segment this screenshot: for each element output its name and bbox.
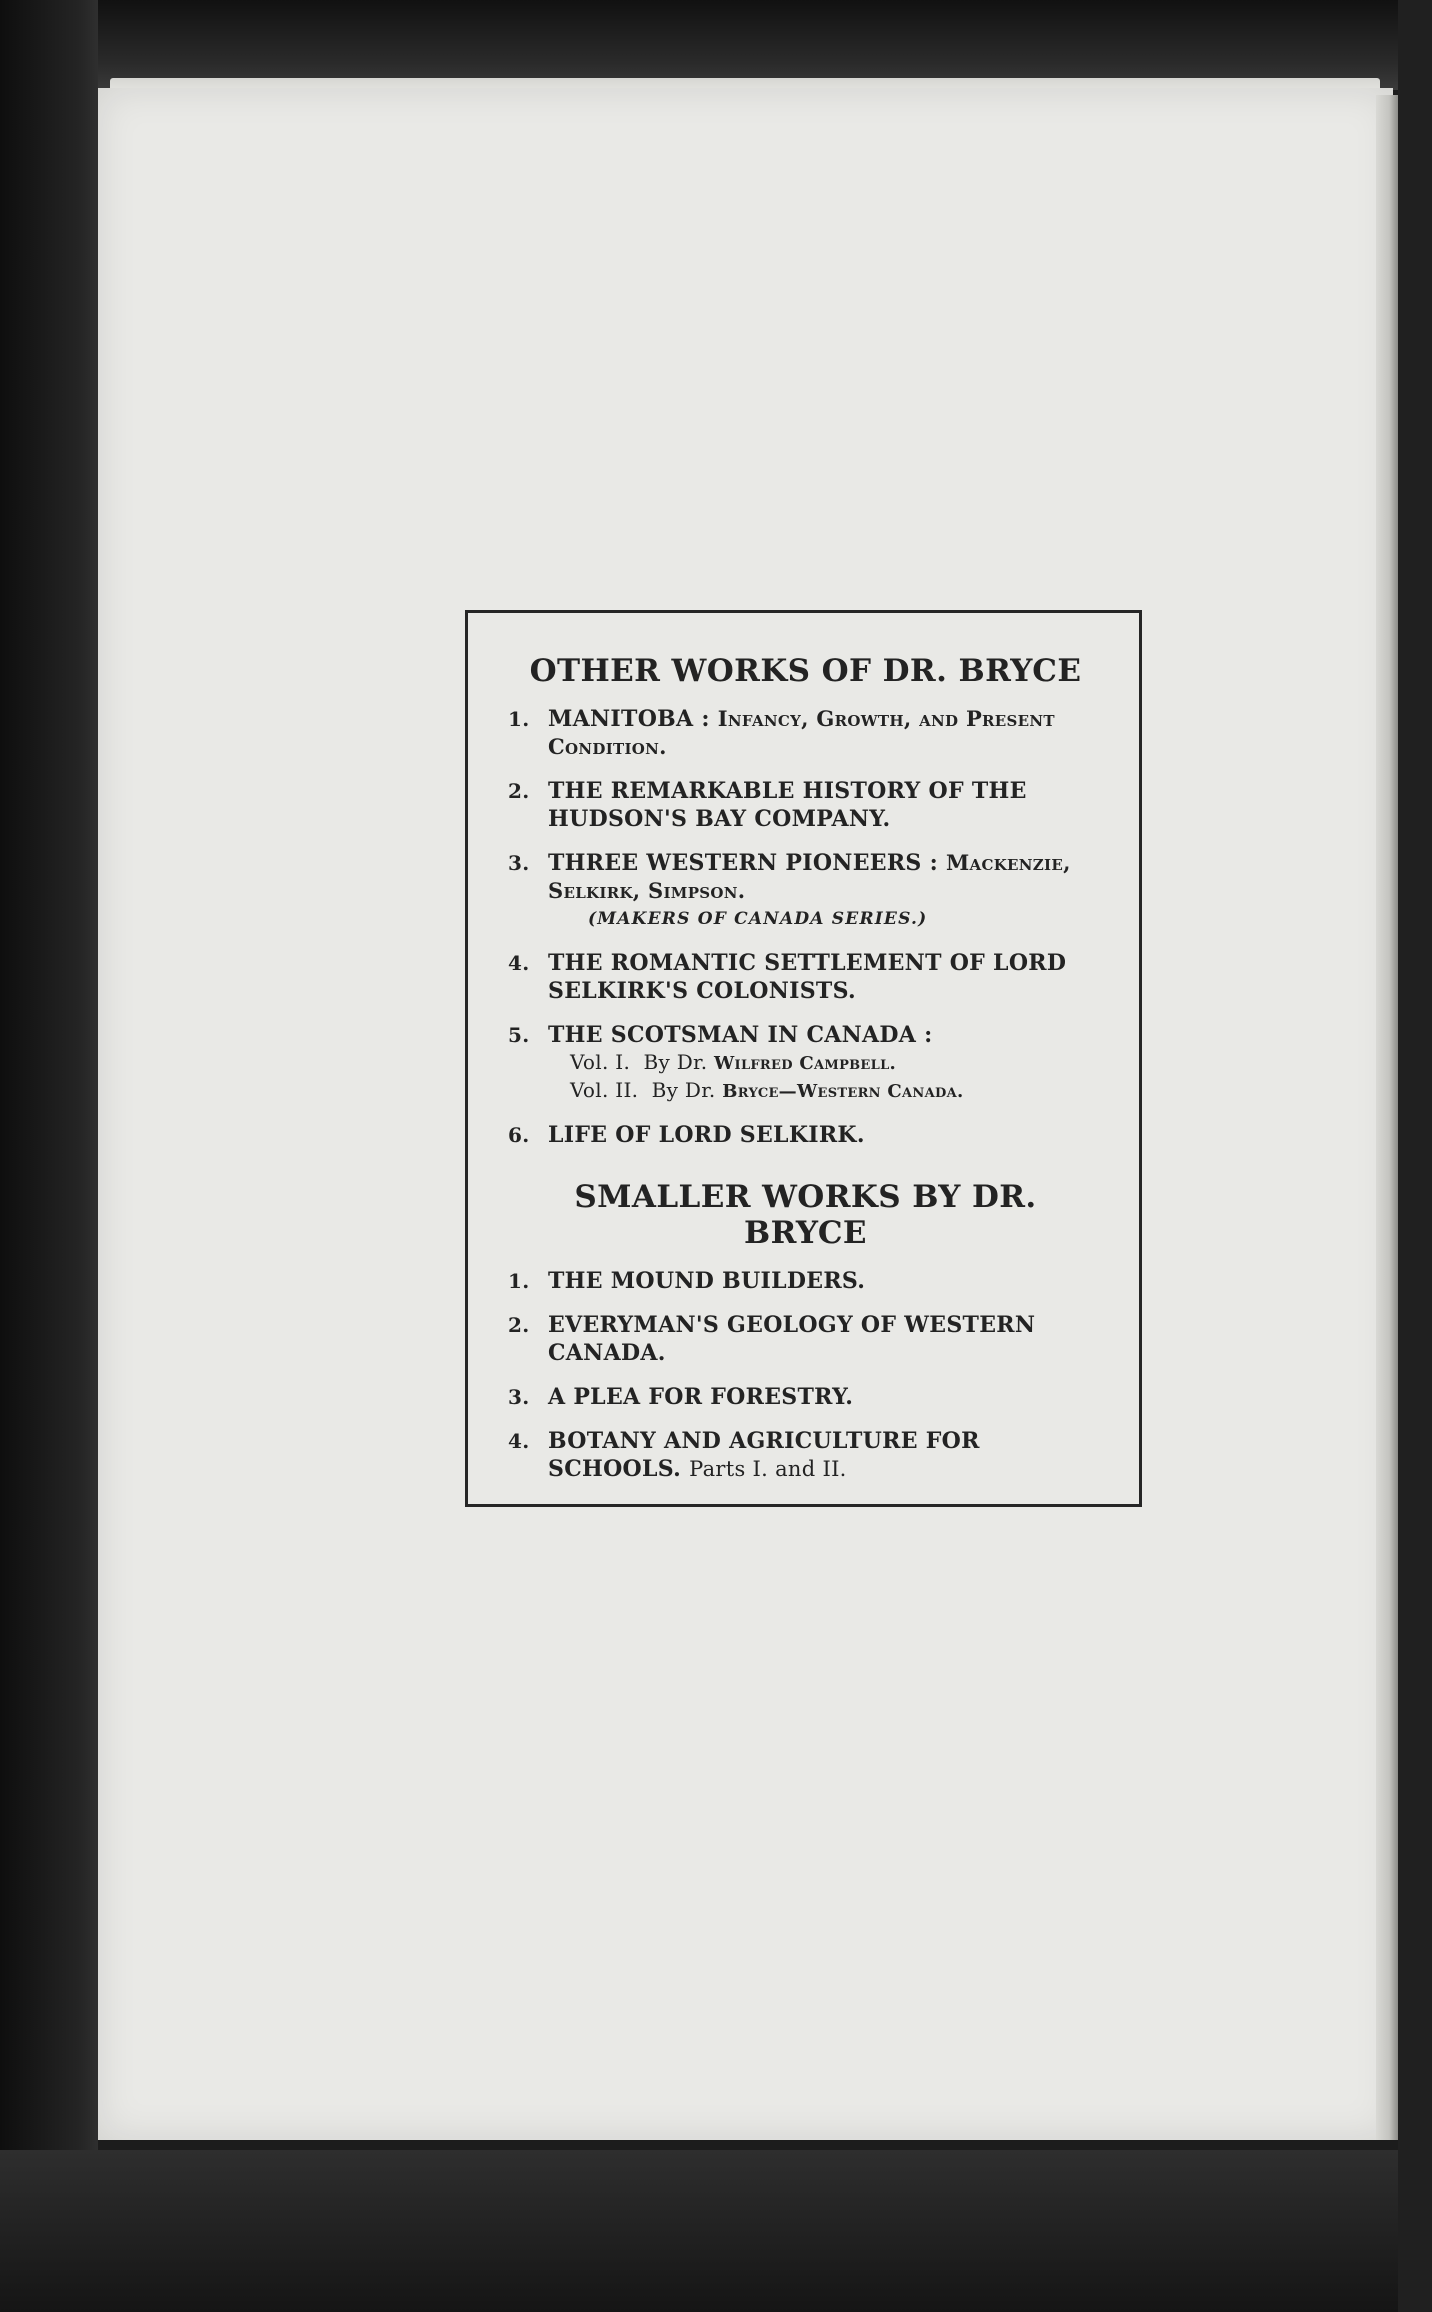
item-title: BOTANY AND AGRICULTURE FOR SCHOOLS. xyxy=(548,1428,980,1482)
volume-label: Vol. I. xyxy=(570,1050,631,1074)
scan-left-border xyxy=(0,0,98,2312)
item-note: Parts I. and II. xyxy=(689,1457,847,1481)
volume-by: By Dr. xyxy=(651,1078,716,1102)
volume-label: Vol. II. xyxy=(570,1078,639,1102)
list-item xyxy=(508,777,1103,833)
scan-bottom-border xyxy=(0,2150,1432,2312)
item-title: EVERYMAN'S GEOLOGY OF WESTERN CANADA. xyxy=(548,1312,1036,1366)
item-title: LIFE OF LORD SELKIRK. xyxy=(548,1122,865,1148)
list-item xyxy=(508,1267,1103,1295)
item-number: 6. xyxy=(508,1123,530,1147)
item-title: THE SCOTSMAN IN CANADA : xyxy=(548,1022,933,1048)
item-title: MANITOBA : xyxy=(548,706,710,732)
item-number: 4. xyxy=(508,951,530,975)
item-subtitle: Infancy, Growth, and Present Condition. xyxy=(548,706,1055,759)
item-title: THE MOUND BUILDERS. xyxy=(548,1268,866,1294)
page-right-edge xyxy=(1376,95,1398,2140)
item-number: 2. xyxy=(508,779,530,803)
list-item xyxy=(508,1383,1103,1411)
list-item xyxy=(508,1311,1103,1367)
item-title: THE REMARKABLE HISTORY OF THE HUDSON'S BAY COMPANY. xyxy=(548,778,1027,832)
volume-by: By Dr. xyxy=(643,1050,708,1074)
other-works-heading: OTHER WORKS OF DR. BRYCE xyxy=(529,653,1082,689)
item-number: 3. xyxy=(508,851,530,875)
volume-author: Bryce—Western Canada. xyxy=(722,1081,964,1102)
list-item xyxy=(508,1121,1103,1149)
item-number: 5. xyxy=(508,1023,530,1047)
scan-top-border xyxy=(0,0,1432,90)
list-item xyxy=(508,705,1103,761)
item-number: 2. xyxy=(508,1313,530,1337)
item-title: A PLEA FOR FORESTRY. xyxy=(548,1384,854,1410)
item-title: THE ROMANTIC SETTLEMENT OF LORD SELKIRK'S COLONISTS. xyxy=(548,950,1067,1004)
item-number: 1. xyxy=(508,707,530,731)
list-item xyxy=(508,1021,1103,1105)
list-item xyxy=(508,949,1103,1005)
other-works-list xyxy=(508,705,1103,1149)
item-number: 4. xyxy=(508,1429,530,1453)
item-series: (MAKERS OF CANADA SERIES.) xyxy=(588,909,928,929)
item-title: THREE WESTERN PIONEERS : xyxy=(548,850,938,876)
volume-author: Wilfred Campbell. xyxy=(714,1053,897,1074)
list-item xyxy=(508,849,1103,933)
smaller-works-heading: SMALLER WORKS BY DR. BRYCE xyxy=(574,1179,1037,1251)
volume-line xyxy=(548,1077,1103,1105)
scan-right-border xyxy=(1398,0,1432,2312)
works-list-box xyxy=(465,610,1142,1507)
item-number: 1. xyxy=(508,1269,530,1293)
smaller-works-list xyxy=(508,1267,1103,1483)
volume-line xyxy=(548,1049,1103,1077)
item-number: 3. xyxy=(508,1385,530,1409)
item-subtitle: Mackenzie, Selkirk, Simpson. xyxy=(548,850,1071,903)
list-item xyxy=(508,1427,1103,1483)
